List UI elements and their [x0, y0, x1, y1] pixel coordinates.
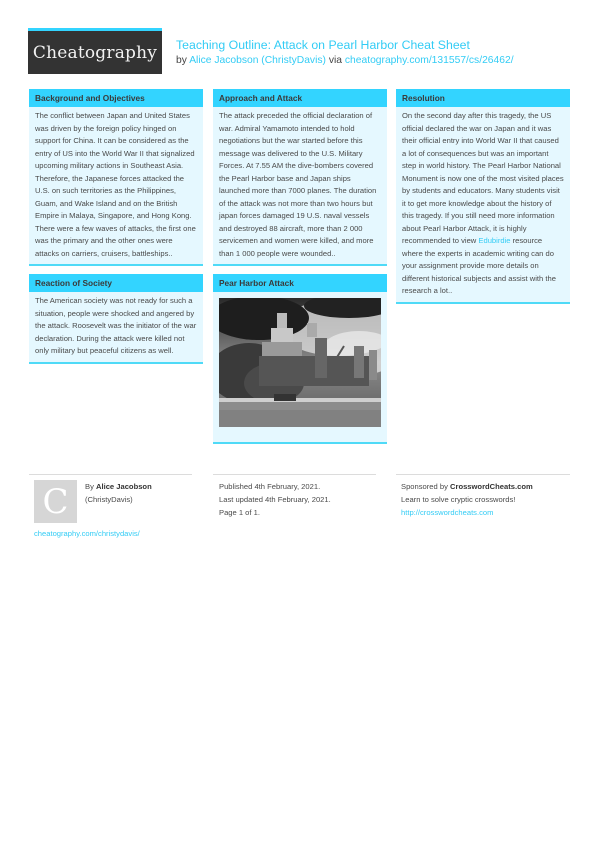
footer-sponsor: Sponsored by CrosswordCheats.com Learn to solve cryptic crosswords! http://crosswordcheats.com: [401, 482, 533, 517]
author-handle: (ChristyDavis): [85, 494, 133, 504]
section-heading: Reaction of Society: [29, 274, 203, 292]
page-count: Page 1 of 1.: [219, 507, 260, 517]
section-resolution: [396, 89, 570, 304]
section-heading: Pear Harbor Attack: [213, 274, 387, 292]
page-title: Teaching Outline: Attack on Pearl Harbor Cheat Sheet: [176, 38, 470, 52]
footer-divider: [29, 474, 192, 475]
via-label: via: [328, 55, 342, 66]
footer-divider: [213, 474, 376, 475]
column-2: [213, 89, 387, 452]
sponsor-name: CrosswordCheats.com: [450, 482, 533, 491]
profile-link[interactable]: cheatography.com/christydavis/: [34, 529, 140, 538]
sponsor-link[interactable]: http://crosswordcheats.com: [401, 507, 494, 517]
column-1: [29, 89, 203, 372]
byline: [176, 55, 514, 66]
pearl-harbor-photo: [219, 298, 381, 427]
section-heading: Resolution: [396, 89, 570, 107]
section-body: The American society was not ready for such a situation, people were shocked and angered by the attack. Roosevelt was the initiator of the war declaration. During the attack were killed not only military but peaceful citizens as well.: [35, 296, 197, 355]
column-3: [396, 89, 570, 312]
section-heading: Background and Objectives: [29, 89, 203, 107]
section-body: The conflict between Japan and United States was driven by the foreign policy hinged on support for China. It can be considered as the entry of US into the World War II that signalized upcoming military actions in Southeast Asia. Therefore, the Japanese forces attacked the U.S. on such territories as the Philippines, Guam, and Wake Island and on the British Empire in Malaya, Singapore, and Hong Kong. There were a few waves of attacks, the first one was the primary and the other ones were attacks on carriers, cruisers, battleships..: [35, 111, 196, 258]
footer-publish-info: [219, 481, 331, 519]
cheatography-logo[interactable]: [28, 28, 162, 74]
author-avatar[interactable]: [34, 480, 77, 523]
author-link[interactable]: Alice Jacobson (ChristyDavis): [189, 55, 326, 66]
by-prefix: by: [176, 55, 187, 66]
author-name: Alice Jacobson: [96, 482, 152, 491]
sponsor-tagline: Learn to solve cryptic crosswords!: [401, 494, 516, 504]
footer-profile: [34, 528, 140, 541]
section-background-objectives: [29, 89, 203, 266]
footer-author: By Alice Jacobson (ChristyDavis): [85, 481, 152, 507]
section-heading: Approach and Attack: [213, 89, 387, 107]
avatar-letter: C: [42, 481, 69, 522]
section-reaction-of-society: [29, 274, 203, 364]
footer-divider: [396, 474, 570, 475]
section-body: On the second day after this tragedy, the US official declared the war on Japan and it was their official entry into World War II that caused a lot of consequences but was an important step in world history. The Pearl Harbor National Monument is now one of the most visited places by students and educators. Many students visit it to get more knowledge about the history of this tragedy. If you still need more information about Pearl Harbor Attack, it is highly recommended to view Edubirdie resource where the experts in academic writing can do your assignment provide more details on different historical subjects and assist with the research a lot..: [402, 111, 564, 295]
updated-date: Last updated 4th February, 2021.: [219, 494, 331, 504]
section-approach-attack: [213, 89, 387, 266]
published-date: Published 4th February, 2021.: [219, 482, 321, 491]
section-body: The attack preceded the official declaration of war. Admiral Yamamoto intended to hold negotiations but the war started before this message was delivered to the U.S. Military Forces. At 7.55 AM the dive-bombers covered the Pearl Harbor base and Japan ships launched more than 7000 planes. The duration of the attack was not more than two hours but japan forces damaged 19 U.S. naval vessels and destroyed 88 aircraft, more than 2 000 servicemen and women were killed, and more than 1 000 people were wounded..: [219, 111, 377, 258]
logo-text: Cheatography: [32, 42, 158, 63]
cheatsheet-url-link[interactable]: cheatography.com/131557/cs/26462/: [344, 55, 514, 66]
edubirdie-link[interactable]: Edubirdie: [478, 236, 511, 245]
section-pearl-harbor-photo: [213, 274, 387, 444]
